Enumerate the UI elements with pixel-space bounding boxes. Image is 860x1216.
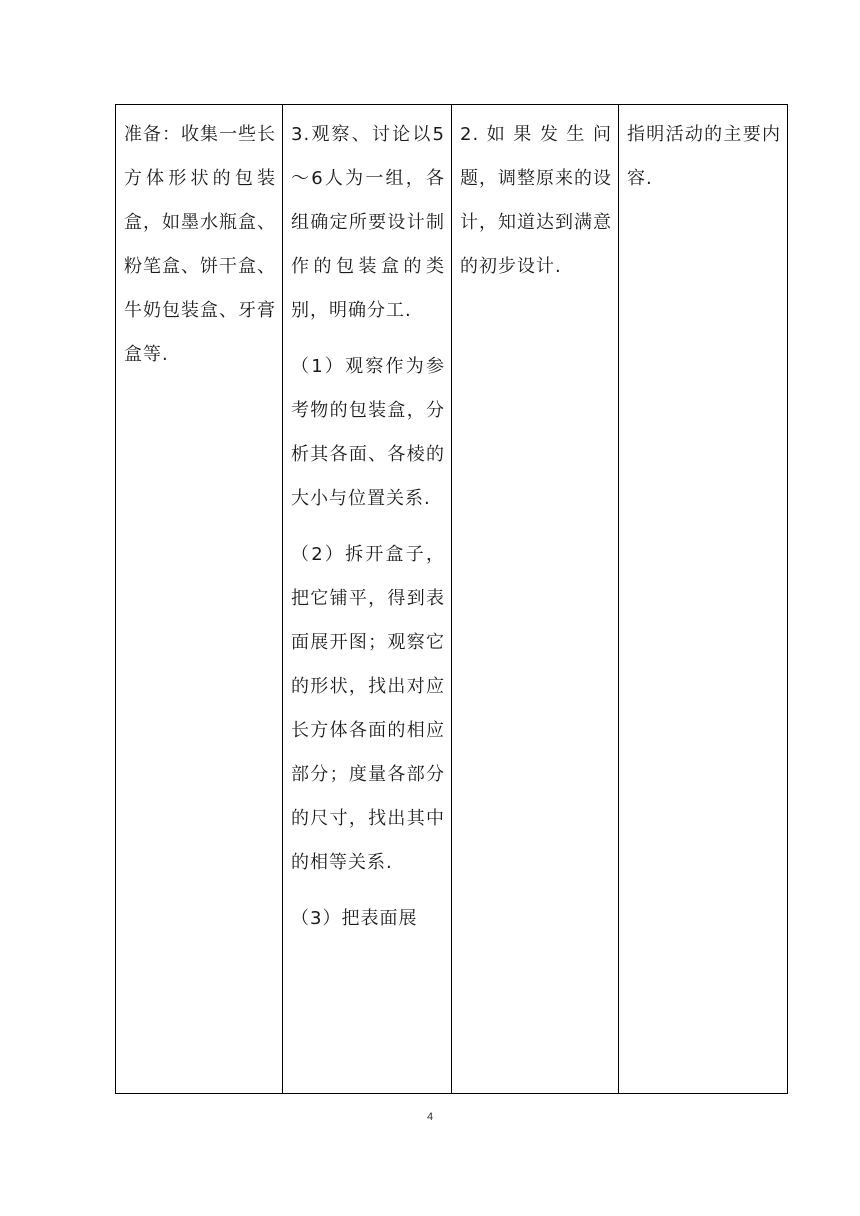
step-3-2-text: （2）拆开盒子，把它铺平，得到表面展开图；观察它的形状，找出对应长方体各面的相应部分；度量各部分的尺寸，找出其中的相等关系.: [291, 544, 445, 873]
content-table: [115, 104, 788, 1094]
intent-cell: [619, 105, 788, 1094]
step-3-3-text: （3）把表面展: [291, 908, 418, 929]
preparation-cell: [116, 105, 283, 1094]
adjustment-text: 2.如果发生问题，调整原来的设计，知道达到满意的初步设计.: [460, 124, 612, 277]
adjustment-cell: [452, 105, 619, 1094]
step-3-1-text: （1）观察作为参考物的包装盒，分析其各面、各棱的大小与位置关系.: [291, 356, 445, 509]
preparation-text: 准备：收集一些长方体形状的包装盒，如墨水瓶盒、粉笔盒、饼干盒、牛奶包装盒、牙膏盒等.: [124, 124, 276, 365]
table-row: [116, 105, 788, 1094]
activity-steps-cell: [283, 105, 452, 1094]
page-number: 4: [426, 1111, 434, 1123]
step-3-text: 3.观察、讨论以5～6人为一组，各组确定所要设计制作的包装盒的类别，明确分工.: [291, 124, 445, 321]
intent-text: 指明活动的主要内容.: [627, 124, 781, 189]
